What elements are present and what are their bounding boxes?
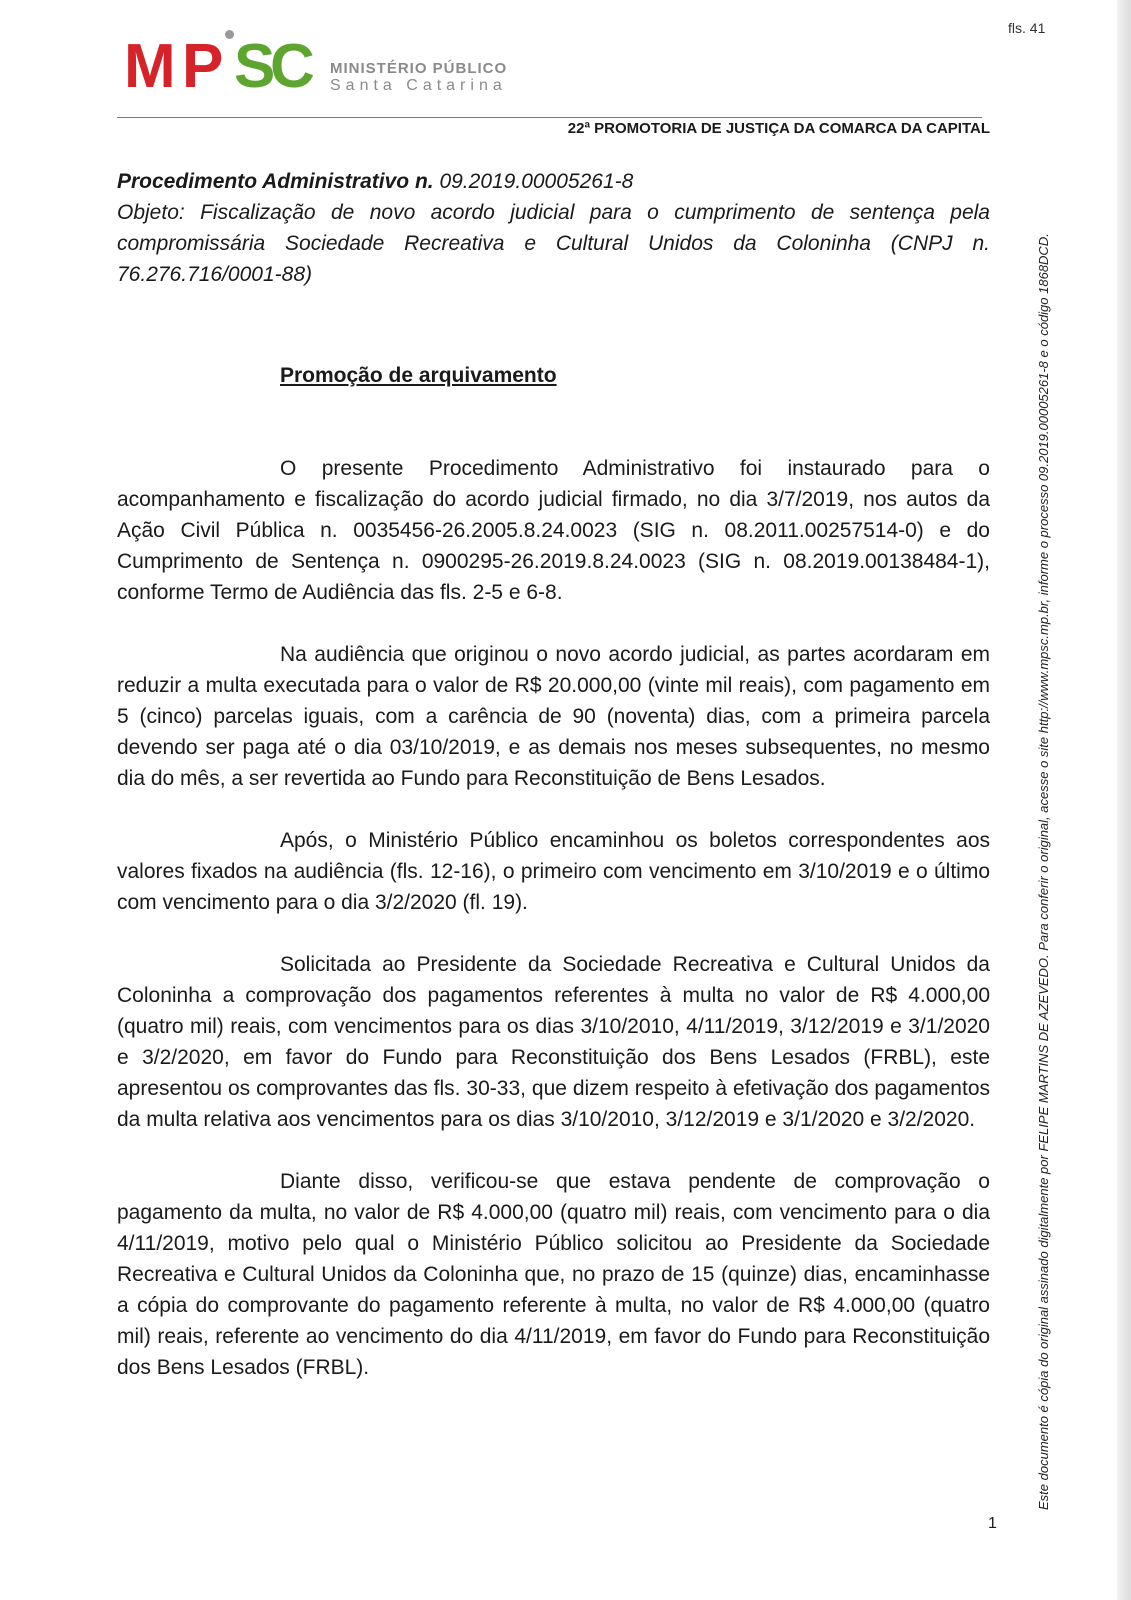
logo-ministerio-publico: MINISTÉRIO PÚBLICO	[330, 60, 508, 77]
logo-letter-p: P	[182, 32, 222, 101]
promotoria-title: 22ª PROMOTORIA DE JUSTIÇA DA COMARCA DA CAPITAL	[567, 120, 990, 137]
paragraph: Solicitada ao Presidente da Sociedade Recreativa e Cultural Unidos da Coloninha a comprovação dos pagamentos referentes à multa no valor de R$ 4.000,00 (quatro mil) reais, com vencimentos para os dias 3/10/2010, 4/11/2019, 3/12/2019 e 3/1/2020 e 3/2/2020, em favor do Fundo para Reconstituição dos Bens Lesados (FRBL), este apresentou os comprovantes das fls. 30-33, que dizem respeito à efetivação dos pagamentos da multa relativa aos vencimentos para os dias 3/10/2010, 3/12/2019 e 3/1/2020 e 3/2/2020.	[117, 953, 990, 1131]
digital-signature-note: Este documento é cópia do original assinado digitalmente por FELIPE MARTINS DE AZEVEDO. Para conferir o original, acesse o site http://www.mpsc.mp.br, informe o processo 09.2019.00005261-8 e o código 1868DCD.	[1036, 233, 1051, 1510]
logo-dot-icon	[225, 30, 234, 39]
logo-letter-c: C	[270, 32, 315, 101]
page-number: 1	[988, 1515, 997, 1532]
paragraph: Na audiência que originou o novo acordo judicial, as partes acordaram em reduzir a multa executada para o valor de R$ 20.000,00 (vinte mil reais), com pagamento em 5 (cinco) parcelas iguais, com a carência de 90 (noventa) dias, com a primeira parcela devendo ser paga até o dia 03/10/2019, e as demais nos meses subsequentes, no mesmo dia do mês, a ser revertida ao Fundo para Reconstituição de Bens Lesados.	[117, 643, 990, 790]
logo-letter-s: S	[234, 32, 276, 101]
document-body	[117, 166, 990, 1383]
logo-letter-m: M	[124, 32, 174, 101]
folio-number: fls. 41	[1008, 20, 1046, 36]
procedimento-label: Procedimento Administrativo n.	[117, 170, 434, 193]
objeto-text: Objeto: Fiscalização de novo acordo judicial para o cumprimento de sentença pela compromissária Sociedade Recreativa e Cultural Unidos da Coloninha (CNPJ n. 76.276.716/0001-88)	[117, 201, 990, 286]
paragraph: Diante disso, verificou-se que estava pendente de comprovação o pagamento da multa, no valor de R$ 4.000,00 (quatro mil) reais, com vencimento para o dia 4/11/2019, motivo pelo qual o Ministério Público solicitou ao Presidente da Sociedade Recreativa e Cultural Unidos da Coloninha que, no prazo de 15 (quinze) dias, encaminhasse a cópia do comprovante do pagamento referente à multa, no valor de R$ 4.000,00 (quatro mil) reais, referente ao vencimento do dia 4/11/2019, em favor do Fundo para Reconstituição dos Bens Lesados (FRBL).	[117, 1170, 990, 1379]
procedimento-line	[117, 166, 990, 197]
page-edge-shadow	[1117, 0, 1131, 1600]
paragraph: O presente Procedimento Administrativo foi instaurado para o acompanhamento e fiscalização do acordo judicial firmado, no dia 3/7/2019, nos autos da Ação Civil Pública n. 0035456-26.2005.8.24.0023 (SIG n. 08.2011.00257514-0) e do Cumprimento de Sentença n. 0900295-26.2019.8.24.0023 (SIG n. 08.2019.00138484-1), conforme Termo de Audiência das fls. 2-5 e 6-8.	[117, 457, 990, 604]
document-heading: Promoção de arquivamento	[280, 364, 557, 387]
procedimento-number: 09.2019.00005261-8	[439, 170, 634, 193]
mpsc-logo	[124, 30, 544, 100]
paragraph: Após, o Ministério Público encaminhou os boletos correspondentes aos valores fixados na audiência (fls. 12-16), o primeiro com vencimento em 3/10/2019 e o último com vencimento para o dia 3/2/2020 (fl. 19).	[117, 829, 990, 914]
header-divider	[117, 117, 982, 118]
logo-santa-catarina: Santa Catarina	[330, 77, 507, 94]
